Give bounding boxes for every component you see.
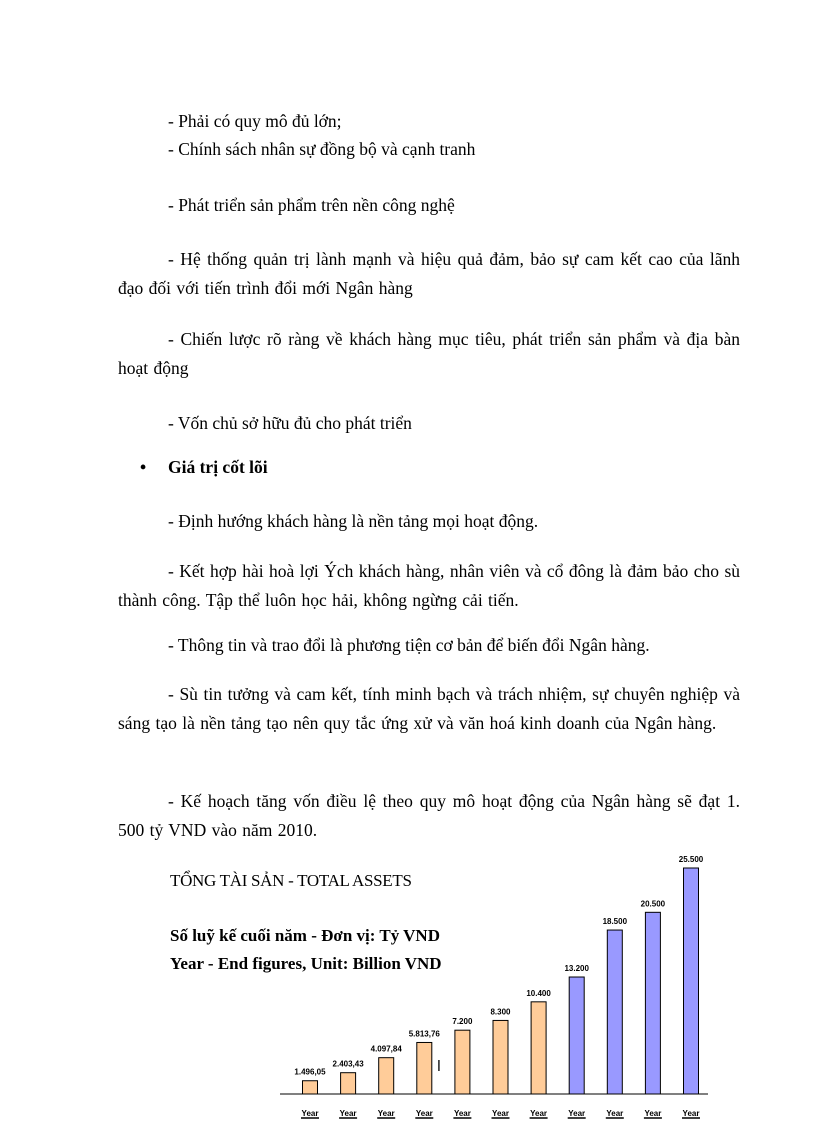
x-tick-label: Year (606, 1109, 624, 1118)
requirement-paragraph (118, 325, 740, 383)
bar-value-label: 10.400 (526, 988, 551, 998)
bar-value-label: 8.300 (490, 1007, 511, 1017)
x-tick-label: Year (415, 1109, 433, 1118)
bar-value-label: 4.097,84 (370, 1044, 402, 1054)
requirement-line: - Phải có quy mô đủ lớn; (168, 111, 342, 131)
paragraph-text: - Kết hợp hài hoà lợi Ých khách hàng, nhân viên và cổ đông là đảm bảo cho sù thành công. Tập thể luôn học hải, không ngừng cải tiến. (118, 561, 740, 610)
value-paragraph (118, 680, 740, 738)
chart-title: TỔNG TÀI SẢN - TOTAL ASSETS (170, 871, 412, 890)
chart-bar (379, 1058, 394, 1094)
chart-bar (493, 1020, 508, 1094)
bar-value-label: 18.500 (602, 917, 628, 927)
chart-bar (417, 1042, 432, 1094)
chart-bar (341, 1073, 356, 1094)
x-tick-label: Year (339, 1109, 357, 1118)
x-tick-label: Year (682, 1109, 700, 1118)
x-tick-label: Year (530, 1109, 548, 1118)
value-line: - Thông tin và trao đổi là phương tiện cơ bản để biến đổi Ngân hàng. (168, 635, 650, 655)
paragraph-text: - Kế hoạch tăng vốn điều lệ theo quy mô hoạt động của Ngân hàng sẽ đạt 1. 500 tỷ VND vào năm 2010. (118, 791, 740, 840)
section-heading-text: Giá trị cốt lõi (168, 457, 268, 477)
x-tick-label: Year (377, 1109, 395, 1118)
paragraph-text: - Chiến lược rõ ràng về khách hàng mục tiêu, phát triển sản phẩm và địa bàn hoạt động (118, 329, 740, 378)
x-tick-label: Year (568, 1109, 586, 1118)
chart-bar (569, 977, 584, 1094)
chart-bar (645, 912, 660, 1094)
paragraph-text: - Sù tin tưởng và cam kết, tính minh bạch và trách nhiệm, sự chuyên nghiệp và sáng tạo là nền tảng tạo nên quy tắc ứng xử và văn hoá kinh doanh của Ngân hàng. (118, 684, 740, 733)
x-tick-label: Year (492, 1109, 509, 1118)
value-paragraph (118, 557, 740, 615)
chart-subtitle-vi: Số luỹ kế cuối năm - Đơn vị: Tỷ VND (170, 926, 440, 945)
bar-value-label: 13.200 (564, 964, 589, 974)
bar-value-label: 1.496,05 (294, 1067, 326, 1077)
requirement-line: - Chính sách nhân sự đồng bộ và cạnh tranh (168, 139, 476, 159)
paragraph-text: - Hệ thống quản trị lành mạnh và hiệu quả đảm, bảo sự cam kết cao của lãnh đạo đối với tiến trình đổi mới Ngân hàng (118, 249, 740, 298)
bullet-icon: • (140, 457, 147, 477)
section-heading (140, 457, 268, 478)
x-tick-label: Year (301, 1109, 319, 1118)
chart-bar (684, 868, 699, 1094)
x-tick-label: Year (453, 1109, 471, 1118)
bar-value-label: 7.200 (452, 1017, 473, 1027)
value-paragraph (118, 787, 740, 845)
chart-bar (455, 1030, 470, 1094)
chart-bar (303, 1081, 318, 1094)
bar-value-label: 5.813,76 (408, 1029, 440, 1039)
chart-bar (531, 1002, 546, 1094)
bar-value-label: 20.500 (640, 899, 666, 909)
value-line: - Định hướng khách hàng là nền tảng mọi hoạt động. (168, 511, 539, 531)
bar-value-label: 2.403,43 (332, 1059, 364, 1069)
x-tick-label: Year (644, 1109, 662, 1118)
bar-value-label: 25.500 (678, 855, 704, 864)
requirement-paragraph (118, 245, 740, 303)
chart-subtitle-en: Year - End figures, Unit: Billion VND (170, 954, 442, 973)
total-assets-chart (270, 845, 730, 1123)
stray-mark: l (437, 1058, 441, 1075)
requirement-line: - Phát triển sản phẩm trên nền công nghệ (168, 195, 455, 215)
requirement-line: - Vốn chủ sở hữu đủ cho phát triển (168, 413, 412, 433)
chart-bar (607, 930, 622, 1094)
